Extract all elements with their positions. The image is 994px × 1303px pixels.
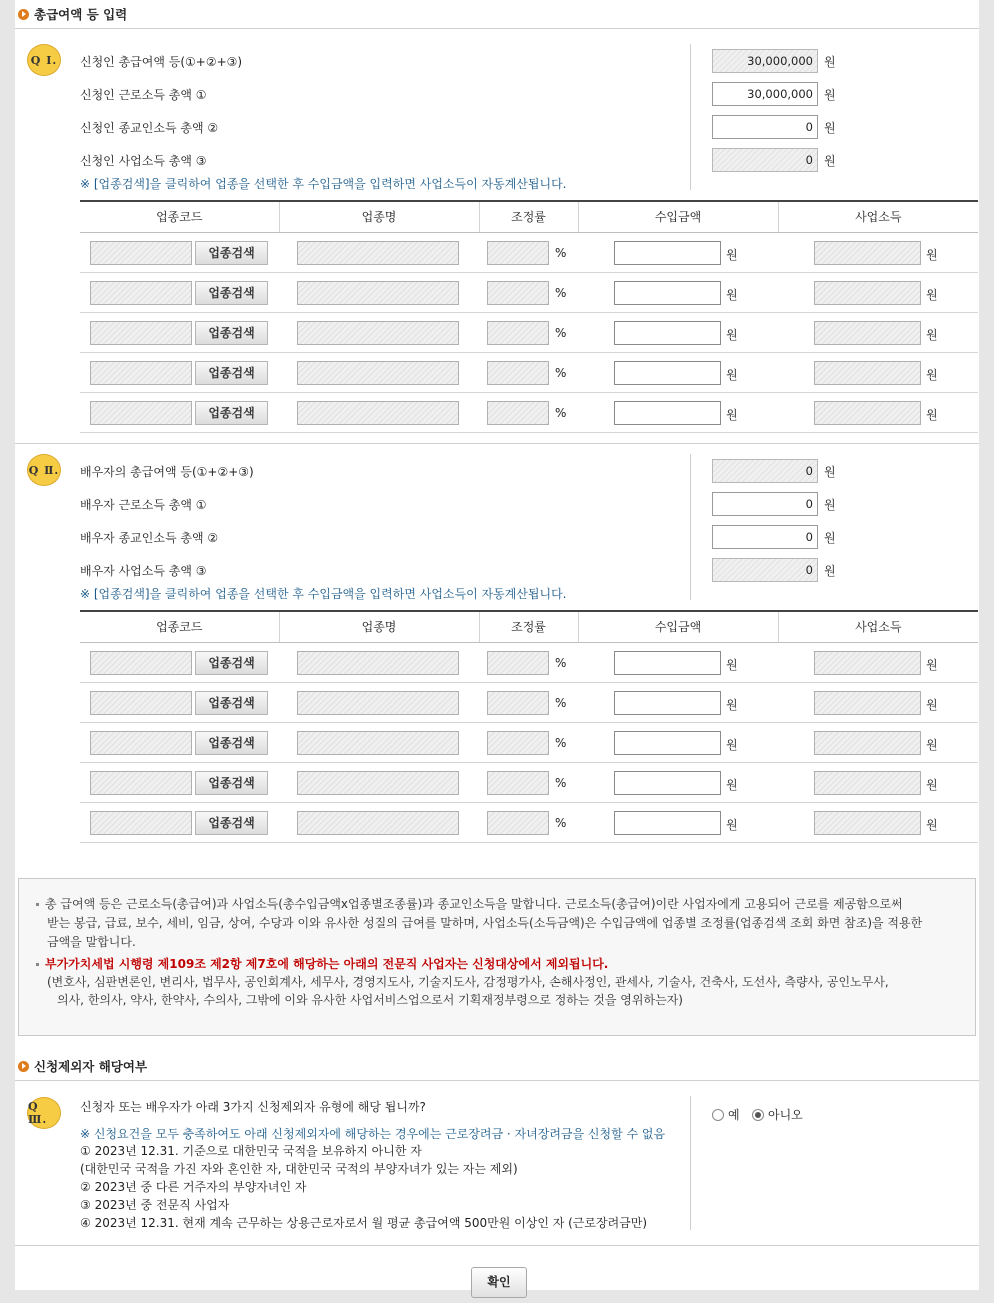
col-header-business-income: 사업소득 [778, 611, 978, 642]
col-header-income: 수입금액 [578, 201, 778, 232]
won-unit: 원 [726, 287, 738, 302]
won-unit: 원 [926, 287, 938, 302]
business-income-field [814, 651, 921, 675]
q3-item-1-sub: (대한민국 국적을 가진 자와 혼인한 자, 대한민국 국적의 부양자녀가 있는 자는 제외) [80, 1162, 518, 1176]
table-row [80, 312, 978, 352]
percent-unit: % [555, 775, 567, 790]
won-unit: 원 [926, 697, 938, 712]
rate-field [487, 361, 549, 385]
col-header-income: 수입금액 [578, 611, 778, 642]
q2-note: ※ [업종검색]을 클릭하여 업종을 선택한 후 수입금액을 입력하면 사업소득이 자동계산됩니다. [80, 587, 567, 601]
business-income-field [814, 401, 921, 425]
percent-unit: % [555, 405, 567, 420]
applicant-total-label: 신청인 총급여액 등(①+②+③) [80, 55, 243, 69]
business-income-field [814, 241, 921, 265]
won-unit: 원 [726, 697, 738, 712]
income-amount-input[interactable] [614, 651, 721, 675]
table-row [80, 642, 978, 682]
income-amount-input[interactable] [614, 321, 721, 345]
col-header-code: 업종코드 [80, 611, 279, 642]
spouse-business-label: 배우자 사업소득 총액 ③ [80, 564, 207, 578]
search-business-button[interactable]: 업종검색 [195, 401, 268, 425]
business-name-field [297, 321, 459, 345]
won-unit: 원 [726, 777, 738, 792]
search-business-button[interactable]: 업종검색 [195, 651, 268, 675]
business-name-field [297, 401, 459, 425]
income-amount-input[interactable] [614, 361, 721, 385]
won-unit: 원 [926, 367, 938, 382]
applicant-religious-input[interactable]: 0 [712, 115, 818, 139]
applicant-business-label: 신청인 사업소득 총액 ③ [80, 154, 207, 168]
info-text-4: (변호사, 심판변론인, 변리사, 법무사, 공인회계사, 세무사, 경영지도사, 기술지도사, 감정평가사, 손해사정인, 관세사, 기술사, 건축사, 도선사, 측량사, 공인노무사, [47, 975, 889, 989]
code-field [90, 811, 192, 835]
percent-unit: % [555, 285, 567, 300]
applicant-business-field: 0 [712, 148, 818, 172]
unit-label: 원 [824, 531, 836, 545]
rate-field [487, 811, 549, 835]
business-income-field [814, 281, 921, 305]
spouse-business-field: 0 [712, 558, 818, 582]
search-business-button[interactable]: 업종검색 [195, 811, 268, 835]
search-business-button[interactable]: 업종검색 [195, 361, 268, 385]
divider [690, 44, 691, 190]
won-unit: 원 [726, 737, 738, 752]
info-warning: 부가가치세법 시행령 제109조 제2항 제7호에 해당하는 아래의 전문직 사업자는 신청대상에서 제외됩니다. [36, 955, 608, 974]
spouse-total-field: 0 [712, 459, 818, 483]
rate-field [487, 691, 549, 715]
q2-badge: Q Ⅱ. [27, 454, 61, 486]
income-amount-input[interactable] [614, 691, 721, 715]
won-unit: 원 [726, 327, 738, 342]
info-text-5: 의사, 한의사, 약사, 한약사, 수의사, 그밖에 이와 유사한 사업서비스업으로서 기획재정부령으로 정하는 것을 영위하는자) [57, 993, 683, 1007]
income-amount-input[interactable] [614, 241, 721, 265]
business-income-field [814, 361, 921, 385]
section-title-income: 총급여액 등 입력 [18, 5, 127, 23]
table-row [80, 352, 978, 392]
arrow-bullet-icon [18, 1061, 29, 1072]
table-row [80, 272, 978, 312]
rate-field [487, 651, 549, 675]
q3-item-4: ④ 2023년 12.31. 현재 계속 근무하는 상용근로자로서 월 평균 총급여액 500만원 이상인 자 (근로장려금만) [80, 1216, 648, 1230]
code-field [90, 691, 192, 715]
search-business-button[interactable]: 업종검색 [195, 691, 268, 715]
search-business-button[interactable]: 업종검색 [195, 321, 268, 345]
won-unit: 원 [726, 817, 738, 832]
unit-label: 원 [824, 154, 836, 168]
percent-unit: % [555, 365, 567, 380]
radio-yes[interactable]: 예 [712, 1106, 740, 1123]
search-business-button[interactable]: 업종검색 [195, 731, 268, 755]
info-text-1: 총 급여액 등은 근로소득(총급여)과 사업소득(총수입금액x업종별조종률)과 종교인소득을 말합니다. 근로소득(총급여)이란 사업자에게 고용되어 근로를 제공함으로써 [36, 895, 903, 914]
won-unit: 원 [726, 247, 738, 262]
unit-label: 원 [824, 465, 836, 479]
income-amount-input[interactable] [614, 281, 721, 305]
radio-selected-icon[interactable] [752, 1109, 764, 1121]
search-business-button[interactable]: 업종검색 [195, 281, 268, 305]
square-bullet-icon [36, 903, 39, 906]
code-field [90, 321, 192, 345]
divider [690, 1096, 691, 1230]
rate-field [487, 241, 549, 265]
rate-field [487, 281, 549, 305]
code-field [90, 771, 192, 795]
q1-note: ※ [업종검색]을 클릭하여 업종을 선택한 후 수입금액을 입력하면 사업소득이 자동계산됩니다. [80, 177, 567, 191]
spouse-labor-input[interactable]: 0 [712, 492, 818, 516]
col-header-code: 업종코드 [80, 201, 279, 232]
percent-unit: % [555, 695, 567, 710]
won-unit: 원 [926, 407, 938, 422]
col-header-business-income: 사업소득 [778, 201, 978, 232]
unit-label: 원 [824, 88, 836, 102]
business-name-field [297, 361, 459, 385]
won-unit: 원 [726, 407, 738, 422]
won-unit: 원 [926, 817, 938, 832]
table-row [80, 802, 978, 842]
info-box [18, 878, 976, 1036]
business-income-field [814, 771, 921, 795]
percent-unit: % [555, 325, 567, 340]
applicant-total-field: 30,000,000 [712, 49, 818, 73]
info-text-3: 금액을 말합니다. [47, 935, 136, 949]
business-name-field [297, 771, 459, 795]
q3-item-2: ② 2023년 중 다른 거주자의 부양자녀인 자 [80, 1180, 307, 1194]
business-name-field [297, 691, 459, 715]
business-name-field [297, 281, 459, 305]
spouse-religious-input[interactable]: 0 [712, 525, 818, 549]
divider [15, 28, 979, 29]
percent-unit: % [555, 815, 567, 830]
search-business-button[interactable]: 업종검색 [195, 771, 268, 795]
info-text-2: 받는 봉급, 급료, 보수, 세비, 임금, 상여, 수당과 이와 유사한 성질의 급여를 말하며, 사업소득(소득금액)은 수입금액에 업종별 조정률(업종검색 조회 화면 참조)을 적용한 [47, 916, 923, 930]
income-amount-input[interactable] [614, 811, 721, 835]
code-field [90, 731, 192, 755]
rate-field [487, 731, 549, 755]
unit-label: 원 [824, 121, 836, 135]
table-row [80, 232, 978, 272]
col-header-name: 업종명 [279, 611, 479, 642]
income-amount-input[interactable] [614, 731, 721, 755]
business-name-field [297, 651, 459, 675]
rate-field [487, 321, 549, 345]
applicant-religious-label: 신청인 종교인소득 총액 ② [80, 121, 219, 135]
q3-item-3: ③ 2023년 중 전문직 사업자 [80, 1198, 230, 1212]
won-unit: 원 [926, 657, 938, 672]
spouse-labor-label: 배우자 근로소득 총액 ① [80, 498, 207, 512]
won-unit: 원 [926, 247, 938, 262]
code-field [90, 241, 192, 265]
won-unit: 원 [926, 327, 938, 342]
q3-badge: Q Ⅲ. [27, 1097, 61, 1129]
unit-label: 원 [824, 498, 836, 512]
q1-business-table [80, 200, 978, 433]
code-field [90, 361, 192, 385]
arrow-bullet-icon [18, 9, 29, 20]
radio-no[interactable]: 아니오 [752, 1106, 803, 1123]
search-business-button[interactable]: 업종검색 [195, 241, 268, 265]
q2-business-table [80, 610, 978, 843]
income-amount-input[interactable] [614, 771, 721, 795]
spouse-total-label: 배우자의 총급여액 등(①+②+③) [80, 465, 254, 479]
percent-unit: % [555, 245, 567, 260]
confirm-button[interactable]: 확인 [471, 1267, 527, 1298]
applicant-labor-input[interactable]: 30,000,000 [712, 82, 818, 106]
table-row [80, 722, 978, 762]
business-income-field [814, 731, 921, 755]
square-bullet-icon [36, 963, 39, 966]
business-income-field [814, 321, 921, 345]
q3-question: 신청자 또는 배우자가 아래 3가지 신청제외자 유형에 해당 됩니까? [80, 1100, 426, 1114]
business-income-field [814, 691, 921, 715]
percent-unit: % [555, 735, 567, 750]
code-field [90, 651, 192, 675]
rate-field [487, 771, 549, 795]
code-field [90, 401, 192, 425]
table-row [80, 762, 978, 802]
radio-circle-icon[interactable] [712, 1109, 724, 1121]
divider [15, 1080, 979, 1081]
q3-note: ※ 신청요건을 모두 충족하여도 아래 신청제외자에 해당하는 경우에는 근로장려금 · 자녀장려금을 신청할 수 없음 [80, 1127, 666, 1141]
spouse-religious-label: 배우자 종교인소득 총액 ② [80, 531, 219, 545]
percent-unit: % [555, 655, 567, 670]
unit-label: 원 [824, 55, 836, 69]
col-header-rate: 조정률 [479, 611, 578, 642]
q3-item-1: ① 2023년 12.31. 기준으로 대한민국 국적을 보유하지 아니한 자 [80, 1144, 422, 1158]
section-title-exclusion: 신청제외자 해당여부 [18, 1057, 147, 1075]
divider [15, 443, 979, 444]
q1-badge: Q Ⅰ. [27, 44, 61, 76]
business-name-field [297, 731, 459, 755]
won-unit: 원 [726, 657, 738, 672]
table-row [80, 392, 978, 432]
rate-field [487, 401, 549, 425]
unit-label: 원 [824, 564, 836, 578]
col-header-rate: 조정률 [479, 201, 578, 232]
table-row [80, 682, 978, 722]
won-unit: 원 [926, 777, 938, 792]
business-name-field [297, 241, 459, 265]
business-name-field [297, 811, 459, 835]
col-header-name: 업종명 [279, 201, 479, 232]
won-unit: 원 [726, 367, 738, 382]
applicant-labor-label: 신청인 근로소득 총액 ① [80, 88, 207, 102]
code-field [90, 281, 192, 305]
won-unit: 원 [926, 737, 938, 752]
business-income-field [814, 811, 921, 835]
divider [15, 1245, 979, 1246]
divider [690, 454, 691, 600]
income-amount-input[interactable] [614, 401, 721, 425]
